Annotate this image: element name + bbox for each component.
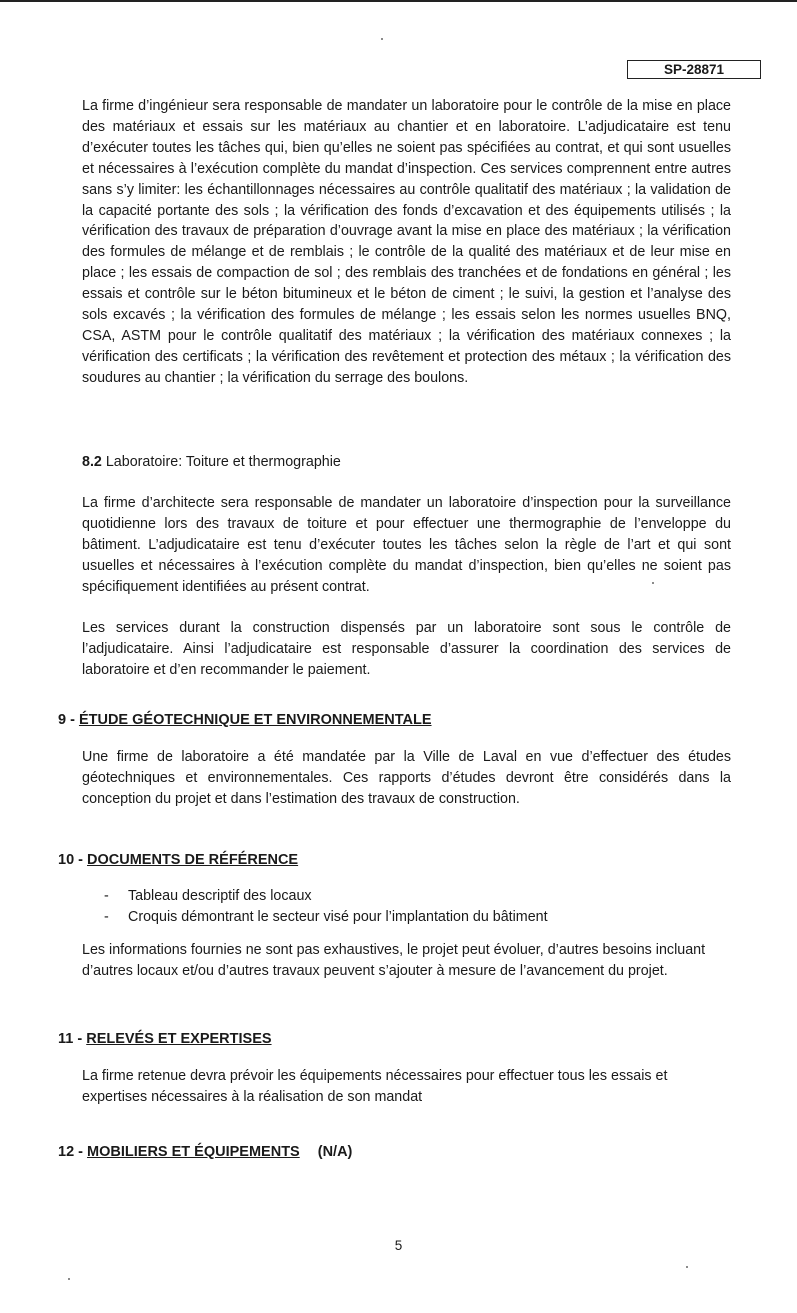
section-10-paragraph: Les informations fournies ne sont pas exhaustives, le projet peut évoluer, d’autres besoins incluant d’autres locaux et/ou d’autres travaux peuvent s’ajouter à mesure de l’avancement du projet. xyxy=(82,942,706,979)
section-9-number: 9 - xyxy=(58,712,75,728)
list-item: - Tableau descriptif des locaux xyxy=(104,888,312,904)
section-12-number: 12 - xyxy=(58,1144,83,1160)
list-item-text: Tableau descriptif des locaux xyxy=(128,888,312,904)
scan-speck xyxy=(381,38,383,40)
intro-paragraph: La firme d’ingénieur sera responsable de mandater un laboratoire pour le contrôle de la mise en place des matériaux et essais sur les matériaux au chantier et en laboratoire. L’adjudicataire est tenu d’exécuter toutes les tâches qui, bien qu’elles ne soient pas spécifiées au contrat, et qui sont usuelles et nécessaires à l’exécution complète du mandat d’inspection. Ces services comprennent entre autres sans s’y limiter: les échantillonnages nécessaires au contrôle qualitatif des matériaux ; la validation de la capacité portante des sols ; la vérification des fonds d’excavation et des équipements utilisés ; la vérification des travaux de préparation d’ouvrage avant la mise en place des matériaux ; la vérification des formules de mélange et de remblais ; le contrôle de la qualité des matériaux et de leur mise en place ; les essais de compaction de sol ; des remblais des tranchées et de fondations en général ; les essais et contrôle sur le béton bitumineux et le béton de ciment ; le suivi, la gestion et l’analyse des sols excavés ; la vérification des formules de mélange ; les essais selon les normes usuelles BNQ, CSA, ASTM pour le contrôle qualitatif des matériaux ; la vérification des matériaux connexes ; la vérification des certificats ; la vérification des revêtement et protection des métaux ; la vérification des soudures au chantier ; la vérification du serrage des boulons. xyxy=(82,98,731,386)
section-11-number: 11 - xyxy=(58,1031,83,1047)
section-10-heading xyxy=(58,850,298,871)
section-8-2-title: Laboratoire: Toiture et thermographie xyxy=(105,454,341,470)
section-12-title: MOBILIERS ET ÉQUIPEMENTS xyxy=(87,1144,300,1160)
scan-speck xyxy=(652,582,654,584)
section-11-paragraph: La firme retenue devra prévoir les équipements nécessaires pour effectuer tous les essais et expertises nécessaires à la réalisation de son mandat xyxy=(82,1068,668,1105)
list-item-text: Croquis démontrant le secteur visé pour l’implantation du bâtiment xyxy=(128,908,548,925)
section-10-title: DOCUMENTS DE RÉFÉRENCE xyxy=(87,852,299,868)
section-12-heading xyxy=(58,1142,352,1163)
section-11-title: RELEVÉS ET EXPERTISES xyxy=(86,1031,272,1047)
scan-speck xyxy=(686,1266,688,1268)
section-8-2-paragraph-2: Les services durant la construction dispensés par un laboratoire sont sous le contrôle de l’adjudicataire. Ainsi l’adjudicataire est responsable d’assurer la coordination des services de laboratoire et d’en recommander le paiement. xyxy=(82,620,731,678)
document-number-box: SP-28871 xyxy=(627,60,761,79)
section-9-title: ÉTUDE GÉOTECHNIQUE ET ENVIRONNEMENTALE xyxy=(78,712,432,728)
section-11-heading xyxy=(58,1029,272,1050)
scan-speck xyxy=(68,1278,70,1280)
scan-top-edge xyxy=(0,0,797,2)
list-item: - Croquis démontrant le secteur visé pour l’implantation du bâtiment xyxy=(104,908,548,925)
section-10-number: 10 - xyxy=(58,852,83,868)
section-10-bullet-list xyxy=(104,886,548,928)
section-8-2-paragraph-1: La firme d’architecte sera responsable de mandater un laboratoire d’inspection pour la surveillance quotidienne lors des travaux de toiture et pour effectuer une thermographie de l’enveloppe du bâtiment. L’adjudicataire est tenu d’exécuter toutes les tâches selon la règle de l’art et qui sont usuelles et nécessaires à l’exécution complète du mandat d’inspection, bien qu’elles ne soient pas spécifiquement identifiées au présent contrat. xyxy=(82,495,731,595)
section-8-2-heading xyxy=(82,452,341,473)
page-number: 5 xyxy=(394,1238,403,1253)
section-8-2-number: 8.2 xyxy=(82,454,102,470)
section-9-paragraph: Une firme de laboratoire a été mandatée par la Ville de Laval en vue d’effectuer des études géotechniques et environnementales. Ces rapports d’études devront être considérés dans la conception du projet et dans l’estimation des travaux de construction. xyxy=(82,749,731,807)
section-12-note: (N/A) xyxy=(317,1144,353,1160)
section-9-heading xyxy=(58,710,432,731)
